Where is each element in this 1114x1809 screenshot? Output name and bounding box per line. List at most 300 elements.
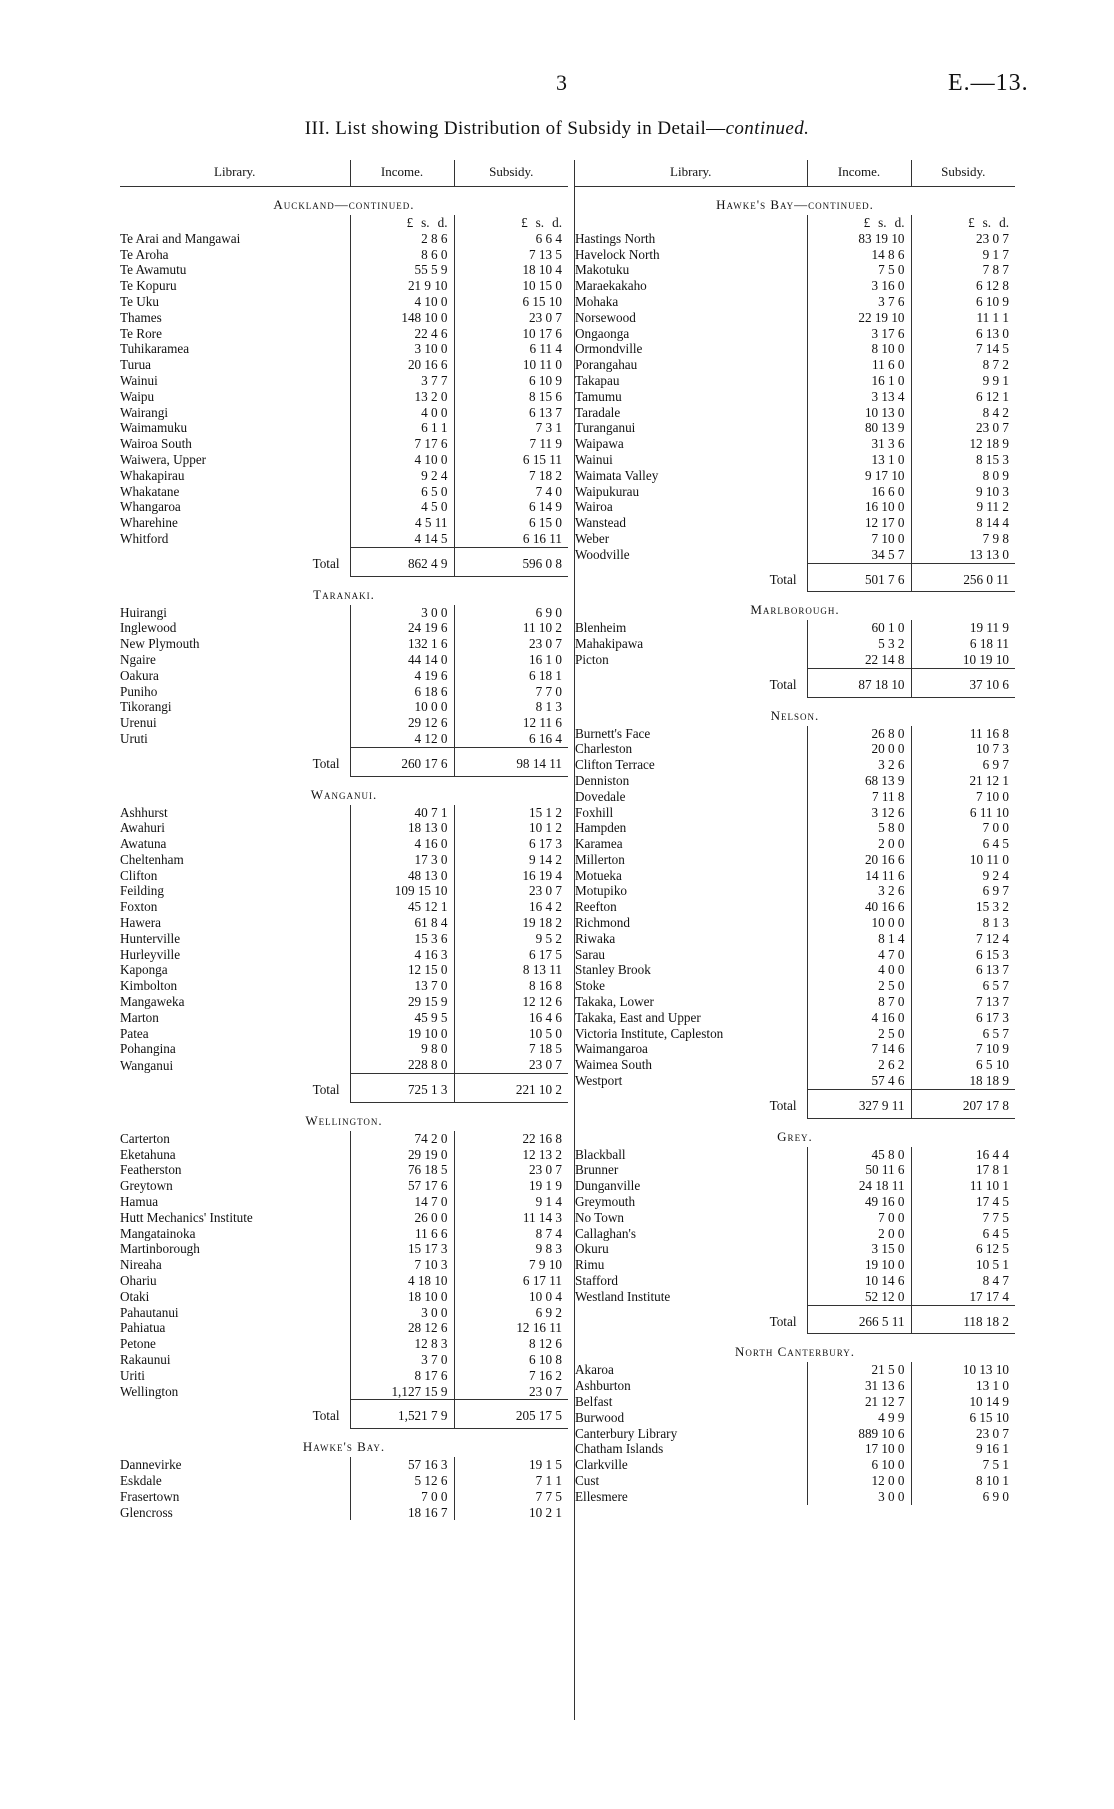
library-row — [575, 1147, 1015, 1163]
income-value: 57 17 6 — [350, 1178, 454, 1194]
income-value: 3 16 0 — [807, 278, 911, 294]
subsidy-value: 13 13 0 — [911, 547, 1015, 563]
title-main: III. List showing Distribution of Subsidy in Detail— — [304, 118, 726, 139]
library-row — [120, 915, 568, 931]
total-row — [575, 1305, 1015, 1334]
library-name: Porangahau — [575, 357, 638, 373]
income-value: 7 11 8 — [807, 789, 911, 805]
unit-pound: £ — [406, 215, 414, 230]
units-label — [350, 215, 454, 231]
income-value: 4 0 0 — [350, 405, 454, 421]
subsidy-value: 6 9 0 — [454, 605, 568, 621]
library-name: Te Uku — [120, 293, 159, 309]
library-row — [575, 1426, 1015, 1442]
income-value: 9 8 0 — [350, 1041, 454, 1057]
subsidy-value: 6 11 10 — [911, 805, 1015, 821]
unit-pence: d. — [894, 215, 905, 230]
income-value: 16 6 0 — [807, 484, 911, 500]
income-value: 2 0 0 — [807, 1226, 911, 1242]
library-name: Maraekakaho — [575, 278, 647, 294]
income-value: 49 16 0 — [807, 1194, 911, 1210]
income-value: 61 8 4 — [350, 915, 454, 931]
subsidy-value: 7 9 10 — [454, 1257, 568, 1273]
section-table — [120, 1131, 568, 1429]
library-name: Stanley Brook — [575, 962, 651, 978]
library-name: Turua — [120, 357, 152, 373]
library-name: Uruti — [120, 731, 148, 747]
subsidy-value: 6 11 4 — [454, 341, 568, 357]
subsidy-value: 22 16 8 — [454, 1131, 568, 1147]
library-name: Whakatane — [120, 483, 180, 499]
library-row — [575, 326, 1015, 342]
units-label — [807, 215, 911, 231]
income-value: 22 4 6 — [350, 326, 454, 342]
library-name: Cust — [575, 1472, 600, 1488]
header-library: Library. — [575, 160, 807, 187]
library-row — [575, 1010, 1015, 1026]
library-row — [575, 773, 1015, 789]
library-name: Millerton — [575, 851, 625, 867]
right-sections — [575, 197, 1015, 1505]
library-name: Belfast — [575, 1394, 613, 1409]
library-row — [575, 1410, 1015, 1426]
income-value: 3 2 6 — [807, 883, 911, 899]
subsidy-value: 8 4 2 — [911, 405, 1015, 421]
income-value: 4 16 0 — [807, 1010, 911, 1026]
library-name: Westland Institute — [575, 1289, 671, 1305]
library-row — [575, 931, 1015, 947]
subsidy-value: 8 12 6 — [454, 1336, 568, 1352]
library-row — [120, 1336, 568, 1352]
income-value: 40 16 6 — [807, 899, 911, 915]
library-row — [575, 420, 1015, 436]
library-row — [575, 452, 1015, 468]
library-name: Otaki — [120, 1288, 150, 1304]
income-value: 3 0 0 — [807, 1489, 911, 1505]
total-income: 725 1 3 — [350, 1074, 454, 1103]
library-row — [575, 1257, 1015, 1273]
income-value: 45 8 0 — [807, 1147, 911, 1163]
library-row — [575, 836, 1015, 852]
subsidy-value: 10 11 0 — [911, 852, 1015, 868]
library-name: Sarau — [575, 946, 606, 962]
income-value: 3 7 0 — [350, 1352, 454, 1368]
library-row — [575, 652, 1015, 668]
library-row — [120, 620, 568, 636]
income-value: 18 16 7 — [350, 1505, 454, 1521]
income-value: 1,127 15 9 — [350, 1384, 454, 1400]
income-value: 4 16 0 — [350, 836, 454, 852]
library-row — [120, 1194, 568, 1210]
income-value: 31 13 6 — [807, 1378, 911, 1394]
section-title: Taranaki. — [313, 586, 375, 602]
income-value: 7 0 0 — [350, 1489, 454, 1505]
total-label: Total — [312, 1408, 340, 1424]
income-value: 13 7 0 — [350, 978, 454, 994]
income-value: 9 2 4 — [350, 468, 454, 484]
library-row — [575, 1073, 1015, 1089]
income-value: 7 5 0 — [807, 262, 911, 278]
income-value: 40 7 1 — [350, 805, 454, 821]
income-value: 52 12 0 — [807, 1289, 911, 1305]
subsidy-value: 6 4 5 — [911, 836, 1015, 852]
library-name: Hutt Mechanics' Institute — [120, 1209, 253, 1225]
subsidy-value: 10 1 2 — [454, 820, 568, 836]
library-name: Inglewood — [120, 620, 177, 636]
income-value: 83 19 10 — [807, 231, 911, 247]
total-subsidy: 118 18 2 — [911, 1305, 1015, 1334]
library-name: Riwaka — [575, 930, 616, 946]
library-row — [575, 868, 1015, 884]
library-name: Mangaweka — [120, 994, 185, 1010]
income-value: 3 0 0 — [350, 1305, 454, 1321]
library-name: Mangatainoka — [120, 1225, 196, 1241]
total-row — [575, 1089, 1015, 1118]
library-name: Turanganui — [575, 420, 636, 436]
subsidy-value: 18 10 4 — [454, 262, 568, 278]
subsidy-value: 10 5 1 — [911, 1257, 1015, 1273]
library-row — [575, 852, 1015, 868]
library-row — [120, 389, 568, 405]
income-value: 80 13 9 — [807, 420, 911, 436]
library-row — [575, 620, 1015, 636]
income-value: 18 13 0 — [350, 820, 454, 836]
section-table — [575, 620, 1015, 697]
units-label — [911, 215, 1015, 231]
subsidy-value: 7 4 0 — [454, 484, 568, 500]
subsidy-value: 6 18 1 — [454, 668, 568, 684]
income-value: 20 16 6 — [807, 852, 911, 868]
income-value: 4 19 6 — [350, 668, 454, 684]
unit-pound: £ — [968, 215, 975, 230]
subsidy-value: 7 0 0 — [911, 820, 1015, 836]
section-title: Wellington. — [305, 1112, 383, 1128]
subsidy-value: 6 13 0 — [911, 326, 1015, 342]
subsidy-value: 9 2 4 — [911, 868, 1015, 884]
library-row — [120, 684, 568, 700]
library-row — [575, 1210, 1015, 1226]
library-row — [120, 1010, 568, 1026]
income-value: 44 14 0 — [350, 652, 454, 668]
subsidy-value: 7 14 5 — [911, 341, 1015, 357]
subsidy-value: 7 1 1 — [454, 1473, 568, 1489]
subsidy-value: 11 1 1 — [911, 310, 1015, 326]
library-row — [120, 1147, 568, 1163]
library-name: Akaroa — [575, 1362, 614, 1378]
library-name: Hunterville — [120, 930, 181, 946]
section-title: Auckland—continued. — [273, 197, 415, 212]
income-value: 12 0 0 — [807, 1473, 911, 1489]
subsidy-value: 6 17 11 — [454, 1273, 568, 1289]
income-value: 21 12 7 — [807, 1394, 911, 1410]
unit-shilling: s. — [421, 215, 430, 230]
subsidy-value: 19 1 5 — [454, 1457, 568, 1473]
income-value: 4 16 3 — [350, 947, 454, 963]
subsidy-value: 19 11 9 — [911, 620, 1015, 636]
library-name: Pohangina — [120, 1041, 176, 1057]
income-value: 109 15 10 — [350, 883, 454, 899]
library-row — [575, 294, 1015, 310]
document-code: E.—13. — [948, 70, 1029, 96]
total-row — [120, 1400, 568, 1429]
subsidy-value: 6 15 0 — [454, 515, 568, 531]
library-name: Awatuna — [120, 836, 167, 852]
subsidy-value: 23 0 7 — [454, 1384, 568, 1400]
units-row — [120, 215, 568, 231]
subsidy-value: 17 8 1 — [911, 1162, 1015, 1178]
total-subsidy: 98 14 11 — [454, 747, 568, 776]
total-label: Total — [769, 1313, 797, 1329]
library-row — [120, 262, 568, 278]
library-name: Hurleyville — [120, 946, 181, 962]
total-income: 260 17 6 — [350, 747, 454, 776]
library-row — [575, 899, 1015, 915]
library-name: Dannevirke — [120, 1457, 182, 1473]
library-name: Richmond — [575, 915, 630, 931]
library-name: Eketahuna — [120, 1146, 176, 1162]
library-row — [120, 1162, 568, 1178]
income-value: 20 16 6 — [350, 357, 454, 373]
library-name: No Town — [575, 1209, 625, 1225]
library-name: Te Awamutu — [120, 262, 187, 278]
library-row — [120, 373, 568, 389]
total-income: 327 9 11 — [807, 1089, 911, 1118]
library-name: Karamea — [575, 836, 623, 852]
subsidy-value: 7 11 9 — [454, 436, 568, 452]
subsidy-value: 6 5 7 — [911, 978, 1015, 994]
library-name: Wanganui — [120, 1057, 174, 1073]
library-name: Hawera — [120, 915, 161, 931]
library-row — [575, 1362, 1015, 1378]
library-name: Pahautanui — [120, 1304, 179, 1320]
total-income: 501 7 6 — [807, 563, 911, 592]
income-value: 4 7 0 — [807, 947, 911, 963]
income-value: 26 8 0 — [807, 726, 911, 742]
library-name: Hastings North — [575, 230, 656, 246]
subsidy-value: 10 2 1 — [454, 1505, 568, 1521]
income-value: 9 17 10 — [807, 468, 911, 484]
subsidy-value: 7 13 5 — [454, 247, 568, 263]
income-value: 4 10 0 — [350, 452, 454, 468]
library-name: Te Rore — [120, 325, 162, 341]
income-value: 12 17 0 — [807, 515, 911, 531]
library-row — [575, 405, 1015, 421]
library-row — [120, 731, 568, 747]
library-name: Clarkville — [575, 1457, 628, 1473]
library-row — [575, 726, 1015, 742]
library-row — [120, 310, 568, 326]
library-name: Ormondville — [575, 341, 643, 357]
library-name: Dunganville — [575, 1178, 641, 1194]
subsidy-value: 8 1 3 — [911, 915, 1015, 931]
income-value: 132 1 6 — [350, 636, 454, 652]
library-row — [575, 515, 1015, 531]
subsidy-value: 6 16 11 — [454, 531, 568, 547]
subsidy-value: 16 4 6 — [454, 1010, 568, 1026]
library-row — [120, 515, 568, 531]
library-name: Picton — [575, 652, 609, 668]
unit-pence: d. — [999, 215, 1009, 230]
income-value: 48 13 0 — [350, 868, 454, 884]
income-value: 6 1 1 — [350, 420, 454, 436]
library-row — [575, 341, 1015, 357]
library-name: Frasertown — [120, 1488, 180, 1504]
library-name: Taradale — [575, 404, 621, 420]
library-name: Takaka, Lower — [575, 994, 654, 1010]
library-name: Kaponga — [120, 962, 168, 978]
subsidy-value: 6 5 7 — [911, 1026, 1015, 1042]
library-row — [120, 978, 568, 994]
library-name: Wainui — [120, 372, 158, 388]
page-title — [0, 118, 1114, 140]
income-value: 8 10 0 — [807, 341, 911, 357]
total-row — [120, 1074, 568, 1103]
subsidy-value: 8 16 8 — [454, 978, 568, 994]
subsidy-value: 23 0 7 — [454, 1162, 568, 1178]
library-row — [120, 1505, 568, 1521]
subsidy-value: 8 14 4 — [911, 515, 1015, 531]
library-name: Waipukurau — [575, 483, 640, 499]
subsidy-value: 6 6 4 — [454, 231, 568, 247]
library-row — [120, 405, 568, 421]
subsidy-value: 6 13 7 — [454, 405, 568, 421]
subsidy-value: 23 0 7 — [911, 1426, 1015, 1442]
subsidy-value: 16 1 0 — [454, 652, 568, 668]
total-subsidy: 596 0 8 — [454, 547, 568, 576]
library-row — [575, 468, 1015, 484]
subsidy-value: 12 12 6 — [454, 994, 568, 1010]
library-row — [575, 820, 1015, 836]
library-row — [120, 436, 568, 452]
income-value: 55 5 9 — [350, 262, 454, 278]
library-name: Waimea South — [575, 1057, 652, 1073]
subsidy-value: 6 12 1 — [911, 389, 1015, 405]
library-name: Mahakipawa — [575, 636, 644, 652]
subsidy-value: 12 11 6 — [454, 715, 568, 731]
income-value: 4 10 0 — [350, 294, 454, 310]
income-value: 57 16 3 — [350, 1457, 454, 1473]
library-row — [120, 326, 568, 342]
income-value: 4 5 11 — [350, 515, 454, 531]
subsidy-value: 6 15 3 — [911, 947, 1015, 963]
library-name: Takaka, East and Upper — [575, 1009, 701, 1025]
subsidy-value: 6 9 7 — [911, 757, 1015, 773]
library-name: Dovedale — [575, 788, 626, 804]
library-row — [575, 962, 1015, 978]
library-name: Uriti — [120, 1367, 145, 1383]
subsidy-value: 8 0 9 — [911, 468, 1015, 484]
library-row — [120, 468, 568, 484]
library-row — [120, 1026, 568, 1042]
library-name: Waimangaroa — [575, 1041, 648, 1057]
subsidy-value: 23 0 7 — [911, 420, 1015, 436]
library-row — [575, 436, 1015, 452]
total-label: Total — [769, 676, 797, 692]
subsidy-value: 8 10 1 — [911, 1473, 1015, 1489]
library-row — [575, 1057, 1015, 1073]
income-value: 13 1 0 — [807, 452, 911, 468]
library-name: Eskdale — [120, 1472, 162, 1488]
subsidy-value: 7 7 5 — [911, 1210, 1015, 1226]
income-value: 22 19 10 — [807, 310, 911, 326]
total-label: Total — [769, 1097, 797, 1113]
subsidy-value: 7 3 1 — [454, 420, 568, 436]
library-row — [120, 484, 568, 500]
income-value: 3 7 6 — [807, 294, 911, 310]
library-name: Denniston — [575, 772, 630, 788]
library-name: Ongaonga — [575, 325, 630, 341]
library-row — [120, 1384, 568, 1400]
subsidy-value: 6 12 5 — [911, 1241, 1015, 1257]
library-row — [575, 231, 1015, 247]
library-name: Wairoa — [575, 499, 613, 515]
income-value: 11 6 6 — [350, 1226, 454, 1242]
unit-pound: £ — [863, 215, 871, 230]
library-row — [120, 805, 568, 821]
library-row — [575, 1194, 1015, 1210]
subsidy-value: 10 15 0 — [454, 278, 568, 294]
subsidy-value: 19 1 9 — [454, 1178, 568, 1194]
library-name: Woodville — [575, 546, 630, 562]
income-value: 4 18 10 — [350, 1273, 454, 1289]
subsidy-value: 8 1 3 — [454, 699, 568, 715]
income-value: 7 14 6 — [807, 1041, 911, 1057]
unit-shilling: s. — [878, 215, 887, 230]
subsidy-value: 7 13 7 — [911, 994, 1015, 1010]
income-value: 3 17 6 — [807, 326, 911, 342]
unit-shilling: s. — [982, 215, 992, 230]
total-label: Total — [312, 755, 340, 771]
library-row — [575, 1241, 1015, 1257]
income-value: 29 12 6 — [350, 715, 454, 731]
library-row — [120, 1131, 568, 1147]
library-row — [575, 1473, 1015, 1489]
library-name: Okuru — [575, 1241, 609, 1257]
income-value: 3 13 4 — [807, 389, 911, 405]
total-row — [575, 668, 1015, 697]
income-value: 60 1 0 — [807, 620, 911, 636]
subsidy-value: 6 15 10 — [911, 1410, 1015, 1426]
library-name: Pahiatua — [120, 1320, 166, 1336]
subsidy-value: 8 15 3 — [911, 452, 1015, 468]
income-value: 4 9 9 — [807, 1410, 911, 1426]
income-value: 16 1 0 — [807, 373, 911, 389]
income-value: 45 9 5 — [350, 1010, 454, 1026]
subsidy-value: 6 18 11 — [911, 636, 1015, 652]
section-title: Nelson. — [770, 707, 820, 723]
library-name: Ashhurst — [120, 804, 168, 820]
library-name: Weber — [575, 530, 610, 546]
subsidy-value: 6 5 10 — [911, 1057, 1015, 1073]
income-value: 68 13 9 — [807, 773, 911, 789]
library-row — [575, 1226, 1015, 1242]
income-value: 12 8 3 — [350, 1336, 454, 1352]
library-row — [575, 741, 1015, 757]
library-row — [120, 836, 568, 852]
subsidy-value: 6 17 3 — [454, 836, 568, 852]
header-subsidy: Subsidy. — [911, 160, 1015, 187]
income-value: 2 8 6 — [350, 231, 454, 247]
library-name: Clifton — [120, 867, 158, 883]
library-row — [575, 883, 1015, 899]
total-income: 1,521 7 9 — [350, 1400, 454, 1429]
total-label: Total — [769, 571, 797, 587]
library-name: Burwood — [575, 1409, 625, 1425]
library-row — [120, 715, 568, 731]
subsidy-value: 9 14 2 — [454, 852, 568, 868]
library-name: Huirangi — [120, 604, 167, 620]
library-row — [575, 757, 1015, 773]
